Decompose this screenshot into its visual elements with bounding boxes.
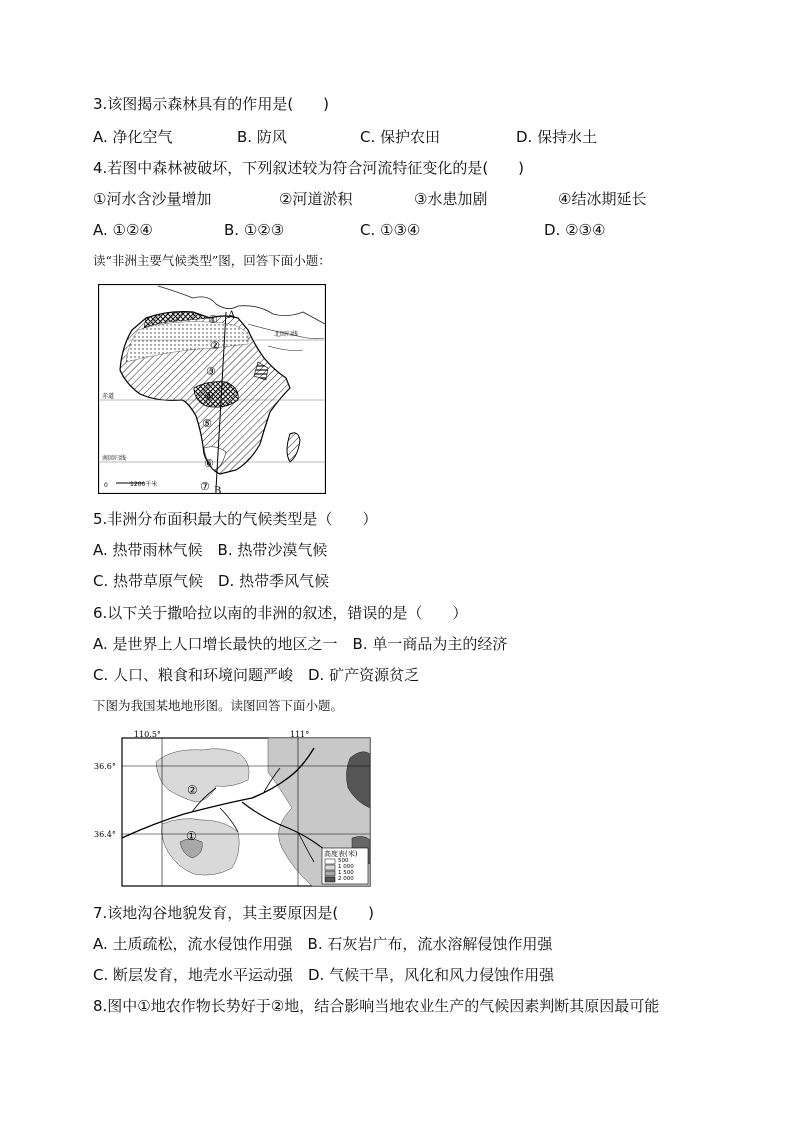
intro-africa-climate: 读“非洲主要气候类型”图，回答下面小题： bbox=[93, 253, 331, 268]
legend-value-2000: 2 000 bbox=[338, 876, 354, 882]
point-a-label: A bbox=[228, 310, 236, 321]
question-4-stem: 4.若图中森林被破坏，下列叙述较为符合河流特征变化的是( ) bbox=[93, 159, 525, 177]
question-8-stem: 8.图中①地农作物长势好于②地，结合影响当地农业生产的气候因素判断其原因最可能 bbox=[93, 997, 660, 1015]
scale-text: 1200千米 bbox=[130, 481, 158, 488]
area-marker-1: ① bbox=[186, 829, 197, 843]
q7-options-line-1: A. 土质疏松，流水侵蚀作用强 B. 石灰岩广布，流水溶解侵蚀作用强 bbox=[93, 935, 553, 953]
terrain-map bbox=[92, 728, 374, 890]
legend-value-500: 500 bbox=[338, 858, 349, 864]
terrain-map-svg bbox=[92, 728, 374, 890]
equator-label: 赤道 bbox=[102, 393, 115, 400]
q4-item-1: ①河水含沙量增加 bbox=[93, 190, 212, 208]
q7-options-line-2: C. 断层发育，地壳水平运动强 D. 气候干旱，风化和风力侵蚀作用强 bbox=[93, 966, 555, 984]
point-b-label: B bbox=[214, 486, 222, 494]
zone-label-2: ② bbox=[210, 339, 220, 352]
q5-options-line-1: A. 热带雨林气候 B. 热带沙漠气候 bbox=[93, 541, 328, 559]
legend-title: 高度表(米) bbox=[324, 850, 358, 858]
zone-label-4: ④ bbox=[204, 390, 214, 403]
zone-label-6: ⑥ bbox=[204, 457, 214, 470]
zone-label-3: ③ bbox=[206, 365, 216, 378]
lat-label-366: 36.6° bbox=[94, 762, 116, 771]
q4-item-3: ③水患加剧 bbox=[414, 190, 488, 208]
q3-option-a: A. 净化空气 bbox=[93, 128, 173, 146]
q4-option-a: A. ①②④ bbox=[93, 221, 153, 239]
question-5-stem: 5.非洲分布面积最大的气候类型是（ ） bbox=[93, 510, 378, 528]
question-7-stem: 7.该地沟谷地貌发育，其主要原因是( ) bbox=[93, 904, 375, 922]
question-6-stem: 6.以下关于撒哈拉以南的非洲的叙述，错误的是（ ） bbox=[93, 604, 468, 622]
lon-label-111: 111° bbox=[290, 730, 310, 739]
q6-options-line-2: C. 人口、粮食和环境问题严峻 D. 矿产资源贫乏 bbox=[93, 666, 420, 684]
q4-option-d: D. ②③④ bbox=[544, 221, 606, 239]
legend-value-1500: 1 500 bbox=[338, 870, 354, 876]
q3-option-b: B. 防风 bbox=[237, 128, 287, 146]
q6-options-line-1: A. 是世界上人口增长最快的地区之一 B. 单一商品为主的经济 bbox=[93, 635, 508, 653]
zone-label-5: ⑤ bbox=[202, 417, 212, 430]
africa-map-svg bbox=[98, 284, 326, 494]
scale-zero: 0 bbox=[104, 482, 108, 489]
q3-option-c: C. 保护农田 bbox=[360, 128, 441, 146]
q3-option-d: D. 保持水土 bbox=[516, 128, 598, 146]
q5-options-line-2: C. 热带草原气候 D. 热带季风气候 bbox=[93, 572, 330, 590]
q4-option-c: C. ①③④ bbox=[360, 221, 421, 239]
lon-label-1105: 110.5° bbox=[134, 730, 161, 739]
question-3-stem: 3.该图揭示森林具有的作用是( ) bbox=[93, 95, 330, 113]
zone-label-7: ⑦ bbox=[200, 480, 210, 493]
q4-item-4: ④结冰期延长 bbox=[558, 190, 647, 208]
intro-terrain: 下图为我国某地地形图。读图回答下面小题。 bbox=[93, 698, 344, 713]
q4-option-b: B. ①②③ bbox=[224, 221, 285, 239]
area-marker-2: ② bbox=[187, 783, 198, 797]
lat-label-364: 36.4° bbox=[94, 830, 116, 839]
tropic-cancer-label: 北回归线 bbox=[274, 331, 299, 338]
q4-item-2: ②河道淤积 bbox=[279, 190, 353, 208]
zone-label-1: ① bbox=[208, 313, 218, 326]
legend-value-1000: 1 000 bbox=[338, 864, 354, 870]
tropic-capricorn-label: 南回归线 bbox=[102, 455, 127, 462]
africa-climate-map bbox=[98, 284, 326, 494]
